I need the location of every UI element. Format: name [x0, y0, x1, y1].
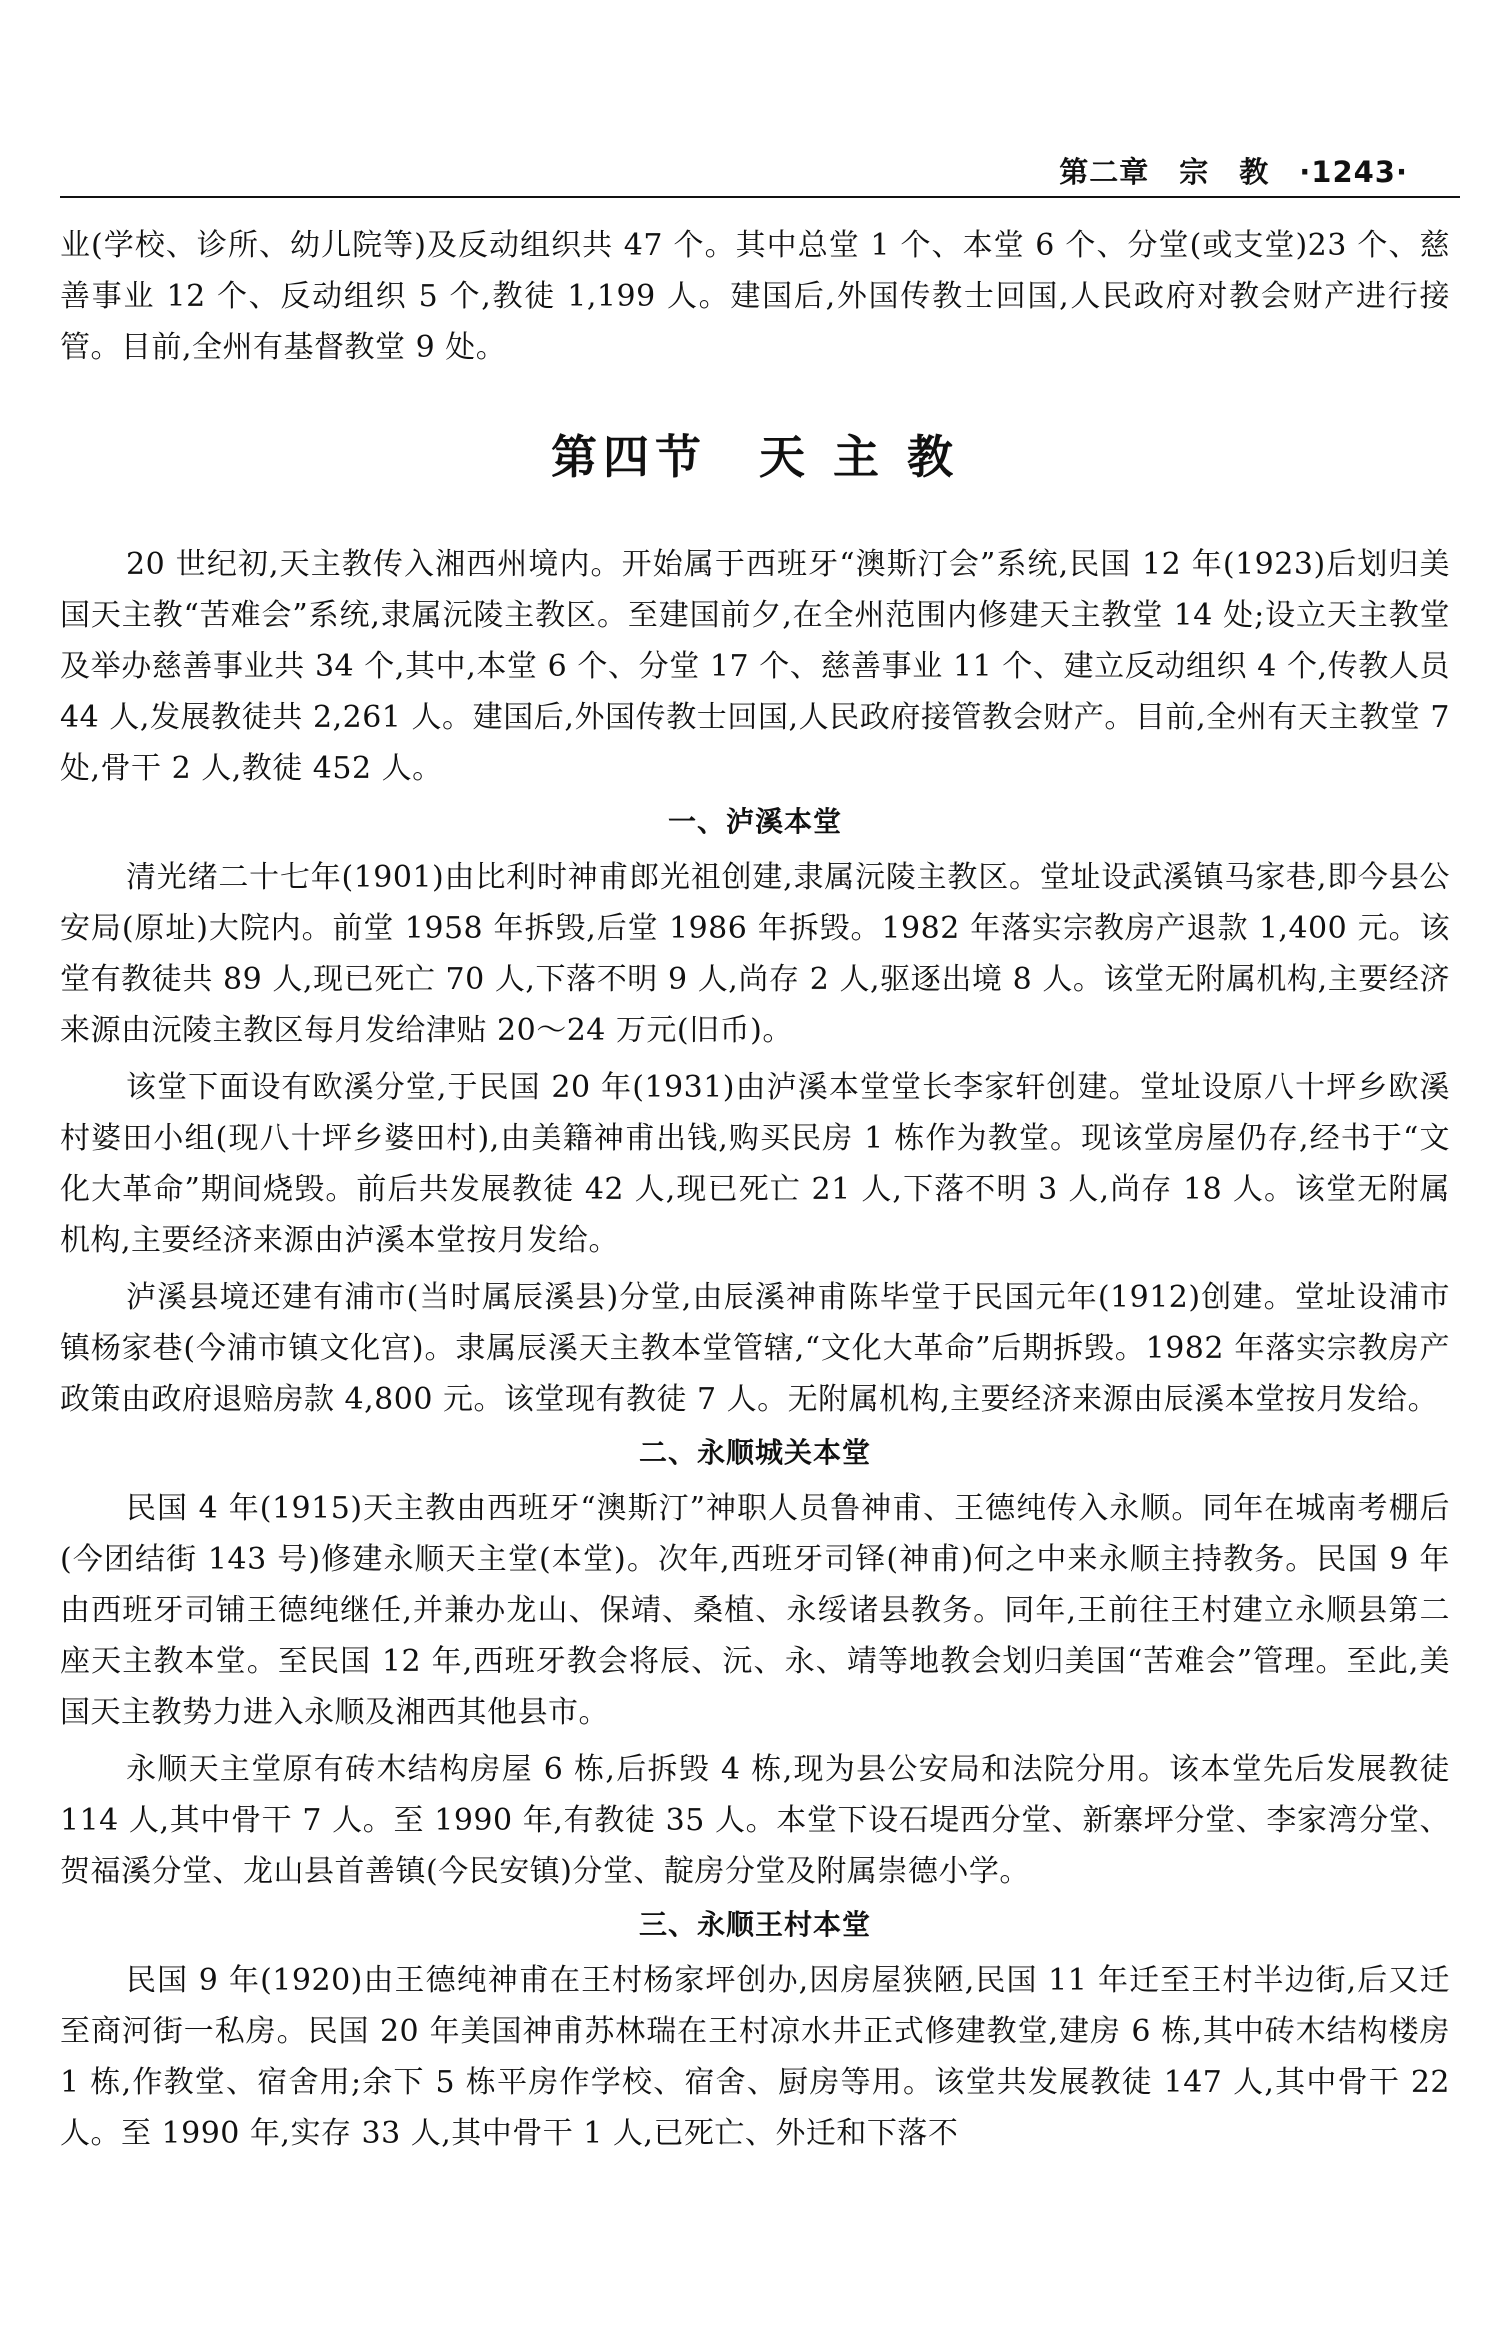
paragraph: 泸溪县境还建有浦市(当时属辰溪县)分堂,由辰溪神甫陈毕堂于民国元年(1912)创建。堂址设浦市镇杨家巷(今浦市镇文化宫)。隶属辰溪天主教本堂管辖,“文化大革命”后期拆毁。1982 年落实宗教房产政策由政府退赔房款 4,800 元。该堂现有教徒 7 人。无附属机构,主要经济来源由辰溪本堂按月发给。 — [60, 1280, 1450, 1417]
paragraph: 该堂下面设有欧溪分堂,于民国 20 年(1931)由泸溪本堂堂长李家轩创建。堂址设原八十坪乡欧溪村婆田小组(现八十坪乡婆田村),由美籍神甫出钱,购买民房 1 栋作为教堂。现该堂房屋仍存,经书于“文化大革命”期间烧毁。前后共发展教徒 42 人,现已死亡 21 人,下落不明 3 人,尚存 18 人。该堂无附属机构,主要经济来源由泸溪本堂按月发给。 — [60, 1070, 1450, 1258]
paragraph-intro: 20 世纪初,天主教传入湘西州境内。开始属于西班牙“澳斯汀会”系统,民国 12 年(1923)后划归美国天主教“苦难会”系统,隶属沅陵主教区。至建国前夕,在全州范围内修建天主教堂 14 处;设立天主教堂及举办慈善事业共 34 个,其中,本堂 6 个、分堂 17 个、慈善事业 11 个、建立反动组织 4 个,传教人员 44 人,发展教徒共 2,261 人。建国后,外国传教士回国,人民政府接管教会财产。目前,全州有天主教堂 7 处,骨干 2 人,教徒 452 人。 — [60, 547, 1450, 786]
subsection-title-1: 一、泸溪本堂 — [667, 805, 842, 838]
subsection-title-3: 三、永顺王村本堂 — [638, 1908, 871, 1941]
page-body — [60, 220, 1450, 2165]
paragraph: 民国 9 年(1920)由王德纯神甫在王村杨家坪创办,因房屋狭陋,民国 11 年迁至王村半边街,后又迁至商河街一私房。民国 20 年美国神甫苏林瑞在王村凉水井正式修建教堂,建房 6 栋,其中砖木结构楼房 1 栋,作教堂、宿舍用;余下 5 栋平房作学校、宿舍、厨房等用。该堂共发展教徒 147 人,其中骨干 22 人。至 1990 年,实存 33 人,其中骨干 1 人,已死亡、外迁和下落不 — [60, 1963, 1450, 2151]
header-rule — [60, 196, 1460, 198]
subsection-title-2: 二、永顺城关本堂 — [638, 1436, 871, 1469]
paragraph: 清光绪二十七年(1901)由比利时神甫郎光祖创建,隶属沅陵主教区。堂址设武溪镇马家巷,即今县公安局(原址)大院内。前堂 1958 年拆毁,后堂 1986 年拆毁。1982 年落实宗教房产退款 1,400 元。该堂有教徒共 89 人,现已死亡 70 人,下落不明 9 人,尚存 2 人,驱逐出境 8 人。该堂无附属机构,主要经济来源由沅陵主教区每月发给津贴 20～24 万元(旧币)。 — [60, 860, 1450, 1048]
section-title: 第四节 天 主 教 — [550, 430, 960, 484]
page-header — [0, 140, 1500, 190]
paragraph-continued: 业(学校、诊所、幼儿院等)及反动组织共 47 个。其中总堂 1 个、本堂 6 个、分堂(或支堂)23 个、慈善事业 12 个、反动组织 5 个,教徒 1,199 人。建国后,外国传教士回国,人民政府对教会财产进行接管。目前,全州有基督教堂 9 处。 — [60, 228, 1450, 365]
running-head: 第二章 宗 教 ·1243· — [1059, 155, 1408, 189]
paragraph: 永顺天主堂原有砖木结构房屋 6 栋,后拆毁 4 栋,现为县公安局和法院分用。该本堂先后发展教徒 114 人,其中骨干 7 人。至 1990 年,有教徒 35 人。本堂下设石堤西分堂、新寨坪分堂、李家湾分堂、贺福溪分堂、龙山县首善镇(今民安镇)分堂、靛房分堂及附属崇德小学。 — [60, 1752, 1450, 1889]
paragraph: 民国 4 年(1915)天主教由西班牙“澳斯汀”神职人员鲁神甫、王德纯传入永顺。同年在城南考棚后(今团结街 143 号)修建永顺天主堂(本堂)。次年,西班牙司铎(神甫)何之中来永顺主持教务。民国 9 年由西班牙司铺王德纯继任,并兼办龙山、保靖、桑植、永绥诸县教务。同年,王前往王村建立永顺县第二座天主教本堂。至民国 12 年,西班牙教会将辰、沅、永、靖等地教会划归美国“苦难会”管理。至此,美国天主教势力进入永顺及湘西其他县市。 — [60, 1491, 1450, 1730]
